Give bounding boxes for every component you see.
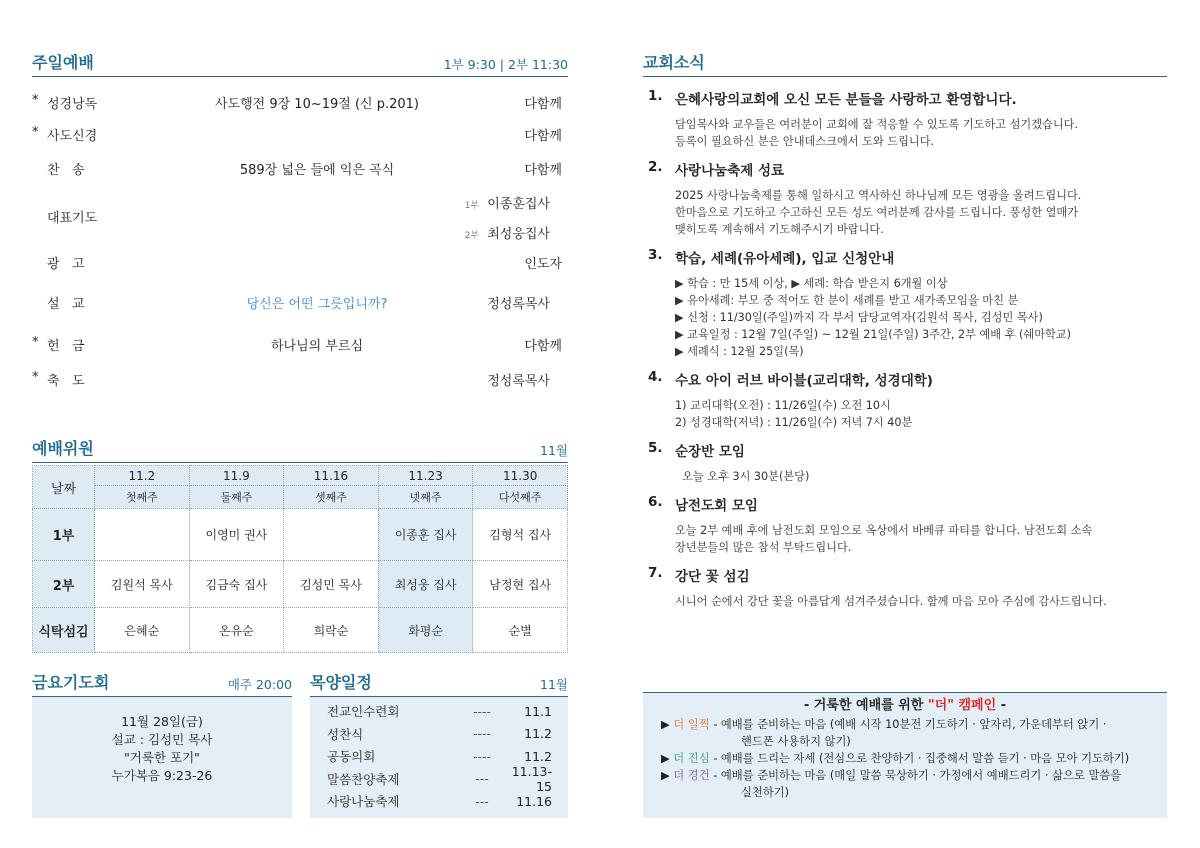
- worship-row-content: 사도행전 9장 10~19절 (신 p.201): [214, 97, 420, 112]
- worship-row-label: 설 교: [47, 297, 85, 312]
- pastoral-name: 사랑나눔축제: [327, 794, 400, 810]
- triangle-bullet-icon: ▶: [661, 769, 674, 782]
- staff-month: 11월: [540, 443, 568, 458]
- staff-cell: 이종훈 집사: [378, 509, 473, 561]
- prayer-2-name: 최성웅집사: [487, 227, 550, 242]
- pastoral-name: 전교인수련회: [327, 704, 400, 720]
- staff-header: [32, 436, 568, 463]
- staff-cell: 이영미 권사: [189, 509, 284, 561]
- worship-row-label: 사도신경: [47, 129, 98, 144]
- prayer-2: [32, 223, 568, 243]
- campaign-title-post: -: [996, 698, 1007, 713]
- staff-cell: [284, 509, 379, 561]
- news-line: ▶ 교육일정 : 12월 7일(주일) ~ 12월 21일(주일) 3주간, 2부 예배 후 (쉐마학교): [675, 328, 1071, 341]
- news-line: 오늘 2부 예배 후에 남전도회 모임으로 옥상에서 바베큐 파티를 합니다. 남전도회 소속: [675, 524, 1093, 537]
- prayer-2-tag: 2부: [464, 231, 480, 241]
- staff-row: [33, 608, 568, 653]
- worship-times: 1부 9:30 | 2부 11:30: [443, 57, 568, 72]
- staff-row-label: 2부: [33, 561, 95, 608]
- news-item-heading: [648, 88, 1168, 108]
- campaign-item: [661, 750, 1149, 767]
- campaign-text-cont: 실천하기): [741, 786, 790, 799]
- worship-row: [32, 93, 568, 113]
- date-cell: 11.9: [189, 466, 284, 486]
- campaign-key: 더 일찍: [673, 718, 710, 731]
- staff-row: [33, 561, 568, 608]
- news-item-body: [648, 397, 1168, 431]
- news-line: ▶ 세례식 : 12월 25일(목): [675, 345, 804, 358]
- worship-row-leader: 정성록목사: [487, 374, 550, 389]
- news-item-title: 사랑나눔축제 성료: [675, 163, 785, 179]
- worship-row: [32, 253, 568, 273]
- staff-cell: 김성민 목사: [284, 561, 379, 608]
- pastoral-dash: ---: [475, 771, 489, 787]
- friday-header: [32, 670, 292, 697]
- pastoral-date: 11.2: [524, 726, 552, 742]
- staff-cell: [95, 509, 190, 561]
- news-item-heading: [648, 440, 1168, 460]
- news-line: 오늘 오후 3시 30분(본당): [675, 470, 810, 483]
- news-item: [648, 159, 1168, 238]
- news-item-number: 5.: [648, 440, 663, 456]
- pastoral-dash: ----: [472, 703, 492, 719]
- friday-date: 11월 28일(금): [121, 714, 203, 729]
- news-line: 시니어 순에서 강단 꽃을 아름답게 섬겨주셨습니다. 함께 마음 모아 주심에 감사드립니다.: [675, 595, 1107, 608]
- news-item-number: 7.: [648, 565, 663, 581]
- staff-title: 예배위원: [32, 439, 94, 458]
- week-cell: 둘째주: [189, 486, 284, 509]
- worship-row: [32, 335, 568, 355]
- worship-row-leader: 인도자: [524, 257, 562, 272]
- news-item-title: 순장반 모임: [675, 444, 745, 460]
- pastoral-name: 성찬식: [327, 726, 364, 742]
- date-cell: 11.2: [95, 466, 190, 486]
- staff-cell: 은혜순: [95, 608, 190, 653]
- campaign-text-cont: 핸드폰 사용하지 않기): [741, 735, 851, 748]
- staff-row-label: 식탁섬김: [33, 608, 95, 653]
- news-item-body: [648, 468, 1168, 485]
- worship-row-leader: 다함께: [524, 129, 562, 144]
- week-cell: 넷째주: [378, 486, 473, 509]
- campaign-title: [661, 697, 1149, 714]
- staff-cell: 최성웅 집사: [378, 561, 473, 608]
- news-line: ▶ 신청 : 11/30일(주일)까지 각 부서 담당교역자(김원석 목사, 김성민 목사): [675, 311, 1043, 324]
- pastoral-title: 목양일정: [310, 673, 372, 692]
- staff-cell: 순별: [473, 608, 568, 653]
- required-star: *: [32, 335, 39, 350]
- pastoral-dash: ---: [475, 793, 489, 809]
- pastoral-date: 11.2: [524, 748, 552, 764]
- worship-row-label: 광 고: [47, 257, 85, 272]
- worship-row-label: 헌 금: [47, 339, 85, 354]
- triangle-bullet-icon: ▶: [661, 718, 674, 731]
- news-item-title: 은혜사랑의교회에 오신 모든 분들을 사랑하고 환영합니다.: [675, 92, 1017, 108]
- worship-row-leader: 정성록목사: [487, 297, 550, 312]
- staff-cell: 김원석 목사: [95, 561, 190, 608]
- pastoral-date: 11.16: [516, 793, 552, 809]
- staff-cell: 김금숙 집사: [189, 561, 284, 608]
- news-item-number: 6.: [648, 494, 663, 510]
- campaign-title-em: "더" 캠페인: [927, 698, 997, 713]
- worship-row: [32, 125, 568, 145]
- news-line: 맺히도록 계속해서 기도해주시기 바랍니다.: [675, 223, 884, 236]
- week-cell: 첫째주: [95, 486, 190, 509]
- pastoral-dash: ----: [472, 726, 492, 742]
- news-item-body: [648, 593, 1168, 610]
- news-item-heading: [648, 494, 1168, 514]
- friday-title: 금요기도회: [32, 673, 110, 692]
- news-item-heading: [648, 247, 1168, 267]
- worship-header: [32, 50, 568, 77]
- campaign-box: [643, 692, 1167, 818]
- worship-title: 주일예배: [32, 53, 94, 72]
- worship-row-label: 성경낭독: [47, 97, 98, 112]
- pastoral-item: [327, 763, 568, 794]
- prayer-1-name: 이종훈집사: [487, 197, 550, 212]
- news-item-heading: [648, 369, 1168, 389]
- date-cell: 11.30: [473, 466, 568, 486]
- week-cell: 다섯째주: [473, 486, 568, 509]
- worship-row: [32, 370, 568, 390]
- news-item-heading: [648, 159, 1168, 179]
- news-item-title: 강단 꽃 섬김: [675, 569, 750, 585]
- friday-sermon: "거룩한 포기": [124, 750, 200, 765]
- news-item-number: 3.: [648, 247, 663, 263]
- worship-row-content: 당신은 어떤 그릇입니까?: [246, 297, 388, 312]
- required-star: *: [32, 125, 39, 140]
- worship-row-content: 하나님의 부르심: [270, 339, 364, 354]
- pastoral-month: 11월: [540, 677, 568, 692]
- news-line: ▶ 유아세례: 부모 중 적어도 한 분이 세례를 받고 새가족모임을 마친 분: [675, 294, 1019, 307]
- pastoral-item: [327, 700, 568, 723]
- news-line: 담임목사와 교우들은 여러분이 교회에 잘 적응할 수 있도록 기도하고 섬기겠습니다.: [675, 118, 1079, 131]
- campaign-item: [661, 767, 1149, 784]
- required-star: *: [32, 370, 39, 385]
- news-item-number: 1.: [648, 88, 663, 104]
- worship-row-label: 찬 송: [47, 163, 85, 178]
- news-item-number: 4.: [648, 369, 663, 385]
- news-title: 교회소식: [643, 53, 705, 72]
- prayer-1-tag: 1부: [464, 201, 480, 211]
- triangle-bullet-icon: ▶: [661, 752, 674, 765]
- pastoral-item: [327, 723, 568, 746]
- friday-preacher: 설교 : 김성민 목사: [111, 732, 213, 747]
- news-item-body: [648, 522, 1168, 556]
- news-item-title: 남전도회 모임: [675, 498, 758, 514]
- staff-cell: 남정현 집사: [473, 561, 568, 608]
- news-item: [648, 88, 1168, 150]
- news-item: [648, 369, 1168, 431]
- news-item-title: 수요 아이 러브 바이블(교리대학, 성경대학): [675, 373, 933, 389]
- news-line: 2025 사랑나눔축제를 통해 일하시고 역사하신 하나님께 모든 영광을 올려드립니다.: [675, 189, 1082, 202]
- news-list: [648, 88, 1168, 619]
- news-item-body: [648, 275, 1168, 360]
- worship-row-leader: 다함께: [524, 97, 562, 112]
- friday-time: 매주 20:00: [227, 677, 292, 692]
- campaign-title-pre: - 거룩한 예배를 위한: [803, 698, 928, 713]
- campaign-text: - 예배를 준비하는 마음 (예배 시작 10분전 기도하기 · 앞자리, 가운데부터 앉기 ·: [709, 718, 1107, 731]
- worship-row-label: 축 도: [47, 374, 85, 389]
- pastoral-date: 11.1: [524, 703, 552, 719]
- prayer-1: [32, 193, 568, 213]
- worship-row: [32, 159, 568, 179]
- news-item-number: 2.: [648, 159, 663, 175]
- staff-row: [33, 509, 568, 561]
- staff-row-label: 1부: [33, 509, 95, 561]
- friday-box: [32, 697, 292, 818]
- staff-cell: 희락순: [284, 608, 379, 653]
- worship-row-content: 589장 넓은 들에 익은 곡식: [239, 163, 395, 178]
- worship-row-leader: 다함께: [524, 339, 562, 354]
- pastoral-box: [310, 697, 568, 818]
- news-item-title: 학습, 세례(유아세례), 입교 신청안내: [675, 251, 895, 267]
- week-cell: 셋째주: [284, 486, 379, 509]
- news-line: 등록이 필요하신 분은 안내데스크에서 도와 드립니다.: [675, 135, 935, 148]
- friday-scripture: 누가복음 9:23-26: [111, 768, 213, 783]
- pastoral-dash: ----: [472, 748, 492, 764]
- date-cell: 11.16: [284, 466, 379, 486]
- pastoral-header: [310, 670, 568, 697]
- required-star: *: [32, 93, 39, 108]
- news-line: 1) 교리대학(오전) : 11/26일(수) 오전 10시: [675, 399, 891, 412]
- news-item-body: [648, 187, 1168, 238]
- staff-cell: 김형석 집사: [473, 509, 568, 561]
- campaign-key: 더 진심: [673, 752, 710, 765]
- news-item: [648, 494, 1168, 556]
- news-line: 장년분들의 많은 참석 부탁드립니다.: [675, 541, 852, 554]
- news-item-body: [648, 116, 1168, 150]
- pastoral-name: 공동의회: [327, 749, 376, 765]
- pastoral-name: 말씀찬양축제: [327, 771, 400, 787]
- news-item-heading: [648, 565, 1168, 585]
- campaign-key: 더 경건: [673, 769, 710, 782]
- worship-row-leader: 다함께: [524, 163, 562, 178]
- news-item: [648, 565, 1168, 610]
- prayer-label: 대표기도: [47, 211, 98, 226]
- staff-cell: 화평순: [378, 608, 473, 653]
- news-item: [648, 440, 1168, 485]
- news-line: ▶ 학습 : 만 15세 이상, ▶ 세례: 학습 받은지 6개월 이상: [675, 277, 948, 290]
- news-line: 2) 성경대학(저녁) : 11/26일(수) 저녁 7시 40분: [675, 416, 913, 429]
- campaign-text: - 예배를 드리는 자세 (전심으로 찬양하기 · 집중해서 말씀 듣기 · 마음 모아 기도하기): [709, 752, 1130, 765]
- staff-cell: 온유순: [189, 608, 284, 653]
- date-label: 날짜: [33, 466, 95, 509]
- news-header: [643, 50, 1167, 77]
- news-item: [648, 247, 1168, 360]
- news-line: 한마음으로 기도하고 수고하신 모든 성도 여러분께 감사를 드립니다. 풍성한 열매가: [675, 206, 1079, 219]
- date-cell: 11.23: [378, 466, 473, 486]
- worship-row: [32, 293, 568, 313]
- pastoral-date: 11.13-15: [511, 763, 552, 794]
- campaign-item: [661, 716, 1149, 733]
- staff-table: [32, 465, 568, 653]
- campaign-text: - 예배를 준비하는 마음 (매일 말씀 묵상하기 · 가정에서 예배드리기 · 삶으로 말씀을: [709, 769, 1122, 782]
- pastoral-item: [327, 790, 568, 813]
